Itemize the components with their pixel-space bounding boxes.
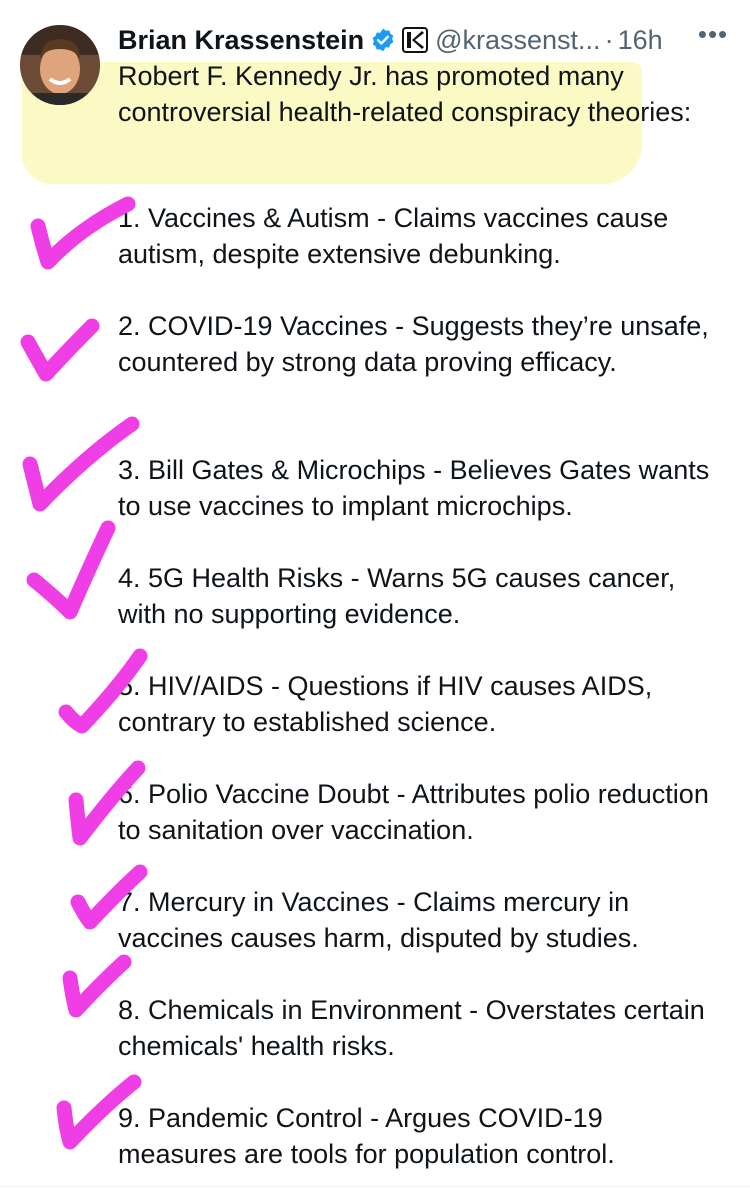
affiliate-logo-icon[interactable] <box>402 27 428 53</box>
avatar[interactable] <box>20 25 100 105</box>
checkmark-icon <box>28 326 92 374</box>
tweet-intro-text: Robert F. Kennedy Jr. has promoted many controversial health-related conspiracy theories: <box>118 61 692 127</box>
author-name[interactable]: Brian Krassenstein <box>118 24 365 55</box>
list-item: 8. Chemicals in Environment - Overstates certain chemicals' health risks. <box>118 995 705 1061</box>
more-options-icon[interactable]: ••• <box>697 19 729 49</box>
checkmark-icon <box>34 528 108 612</box>
timestamp[interactable]: 16h <box>617 24 663 55</box>
list-item: 6. Polio Vaccine Doubt - Attributes polio reduction to sanitation over vaccination. <box>118 779 709 845</box>
list-item: 4. 5G Health Risks - Warns 5G causes cancer, with no supporting evidence. <box>118 563 676 629</box>
list-item: 5. HIV/AIDS - Questions if HIV causes AIDS, contrary to established science. <box>118 671 653 737</box>
list-item: 2. COVID-19 Vaccines - Suggests they’re unsafe, countered by strong data proving efficacy. <box>118 311 709 377</box>
list-item: 3. Bill Gates & Microchips - Believes Gates wants to use vaccines to implant microchips. <box>118 455 710 521</box>
divider <box>0 1186 750 1187</box>
checkmark-icon <box>70 962 124 1010</box>
list-item: 1. Vaccines & Autism - Claims vaccines cause autism, despite extensive debunking. <box>118 203 669 269</box>
list-item: 9. Pandemic Control - Argues COVID-19 measures are tools for population control. <box>118 1103 615 1169</box>
author-handle[interactable]: @krassenst... <box>435 24 601 55</box>
verified-badge-icon[interactable] <box>370 27 396 53</box>
checkmark-icon <box>38 204 128 262</box>
tweet-header <box>118 20 738 60</box>
separator-dot: · <box>604 24 614 55</box>
checkmark-icon <box>30 424 132 504</box>
avatar-photo <box>20 25 100 105</box>
list-item: 7. Mercury in Vaccines - Claims mercury in vaccines causes harm, disputed by studies. <box>118 887 639 953</box>
